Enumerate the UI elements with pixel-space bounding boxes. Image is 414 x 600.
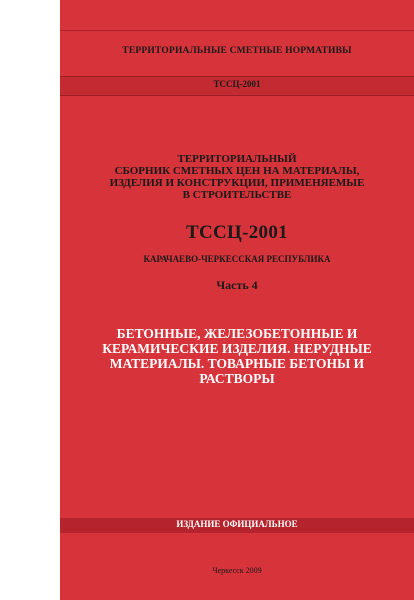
- imprint: Черкесск 2009: [212, 566, 262, 575]
- subject-line: КЕРАМИЧЕСКИЕ ИЗДЕЛИЯ. НЕРУДНЫЕ: [102, 341, 372, 356]
- code-band: [60, 76, 414, 96]
- subject-line: БЕТОННЫЕ, ЖЕЛЕЗОБЕТОННЫЕ И: [116, 326, 358, 341]
- collection-line: СБОРНИК СМЕТНЫХ ЦЕН НА МАТЕРИАЛЫ,: [114, 165, 360, 177]
- part-number: Часть 4: [216, 278, 258, 292]
- collection-line: В СТРОИТЕЛЬСТВЕ: [182, 189, 292, 201]
- main-code: ТССЦ-2001: [186, 222, 288, 243]
- official-edition: ИЗДАНИЕ ОФИЦИАЛЬНОЕ: [176, 519, 298, 529]
- subject-line: РАСТВОРЫ: [199, 371, 275, 386]
- collection-title: [60, 153, 414, 201]
- subject-line: МАТЕРИАЛЫ. ТОВАРНЫЕ БЕТОНЫ И: [109, 356, 365, 371]
- code-small: ТССЦ-2001: [213, 79, 261, 89]
- top-rule: [60, 30, 414, 31]
- collection-line: ИЗДЕЛИЯ И КОНСТРУКЦИИ, ПРИМЕНЯЕМЫЕ: [109, 177, 365, 189]
- subject-title: [60, 326, 414, 386]
- region: КАРАЧАЕВО-ЧЕРКЕССКАЯ РЕСПУБЛИКА: [143, 254, 331, 264]
- series-title: ТЕРРИТОРИАЛЬНЫЕ СМЕТНЫЕ НОРМАТИВЫ: [122, 46, 352, 56]
- official-band: [60, 518, 414, 533]
- collection-line: ТЕРРИТОРИАЛЬНЫЙ: [177, 153, 297, 165]
- book-cover: [60, 0, 414, 600]
